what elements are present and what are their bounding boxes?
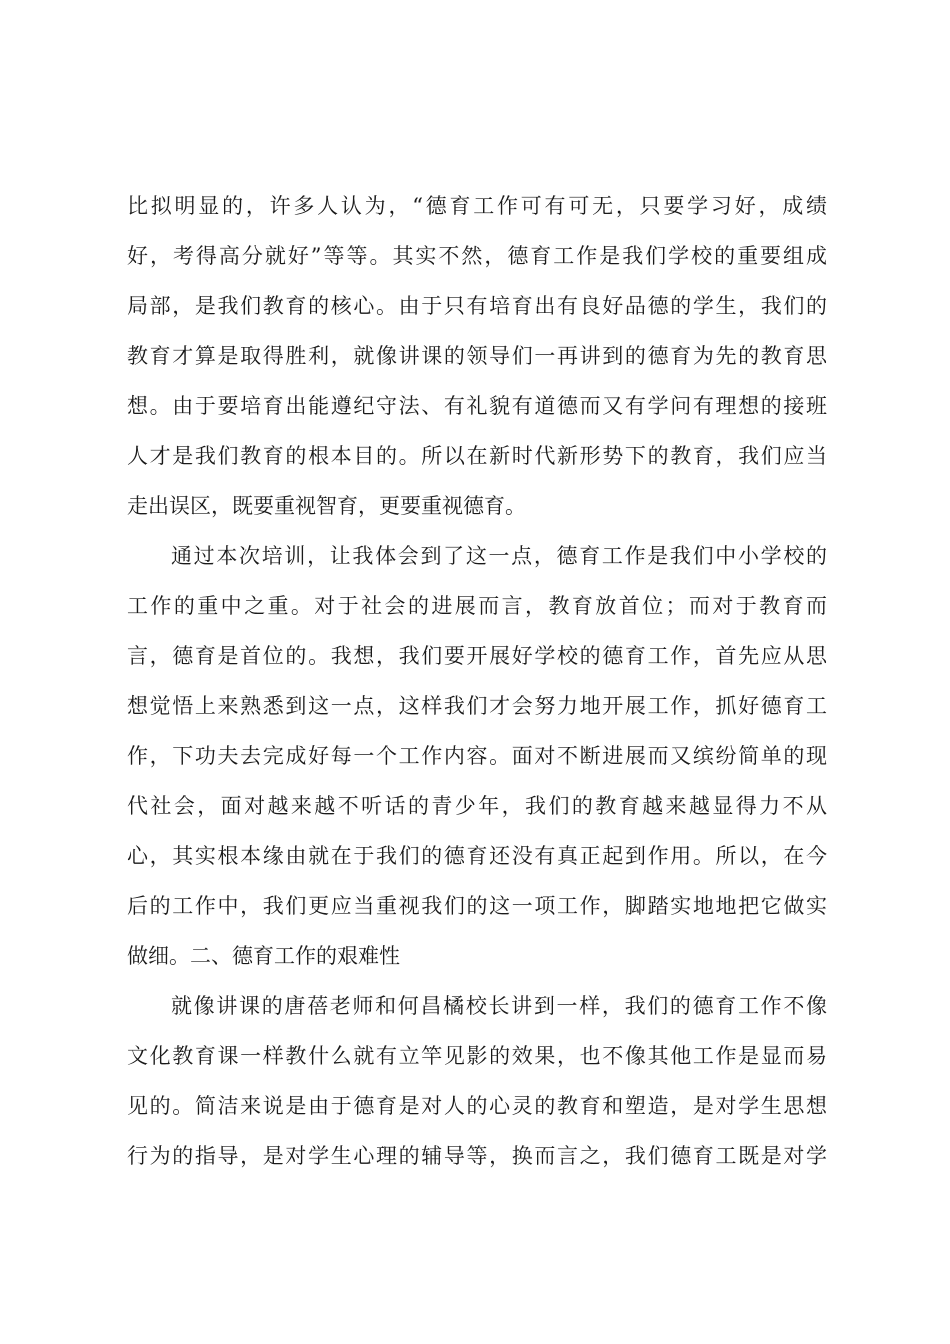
paragraph-line: 言，德育是首位的。我想，我们要开展好学校的德育工作，首先应从思 xyxy=(127,644,827,668)
paragraph-line: 文化教育课一样教什么就有立竿见影的效果，也不像其他工作是显而易 xyxy=(127,1044,827,1068)
paragraph-line: 想觉悟上来熟悉到这一点，这样我们才会努力地开展工作，抓好德育工 xyxy=(127,694,827,718)
paragraph-line: 走出误区，既要重视智育，更要重视德育。 xyxy=(127,494,526,518)
paragraph-line: 比拟明显的，许多人认为，“德育工作可有可无，只要学习好，成绩 xyxy=(127,194,827,218)
paragraph-line: 做细。二、德育工作的艰难性 xyxy=(127,944,400,968)
paragraph-line: 行为的指导，是对学生心理的辅导等，换而言之，我们德育工既是对学 xyxy=(127,1144,827,1168)
paragraph-line: 人才是我们教育的根本目的。所以在新时代新形势下的教育，我们应当 xyxy=(127,444,827,468)
paragraph-line: 心，其实根本缘由就在于我们的德育还没有真正起到作用。所以，在今 xyxy=(127,844,827,868)
paragraph-line: 想。由于要培育出能遵纪守法、有礼貌有道德而又有学问有理想的接班 xyxy=(127,394,827,418)
paragraph-line: 局部，是我们教育的核心。由于只有培育出有良好品德的学生，我们的 xyxy=(127,294,827,318)
paragraph-line: 后的工作中，我们更应当重视我们的这一项工作，脚踏实地地把它做实 xyxy=(127,894,827,918)
paragraph-line: 教育才算是取得胜利，就像讲课的领导们一再讲到的德育为先的教育思 xyxy=(127,344,827,368)
paragraph-line: 代社会，面对越来越不听话的青少年，我们的教育越来越显得力不从 xyxy=(127,794,827,818)
paragraph-line: 作，下功夫去完成好每一个工作内容。面对不断进展而又缤纷简单的现 xyxy=(127,744,827,768)
paragraph-line: 好，考得高分就好”等等。其实不然，德育工作是我们学校的重要组成 xyxy=(127,244,827,268)
paragraph-line: 就像讲课的唐蓓老师和何昌橘校长讲到一样，我们的德育工作不像 xyxy=(171,994,827,1018)
paragraph-line: 工作的重中之重。对于社会的进展而言，教育放首位；而对于教育而 xyxy=(127,594,827,618)
paragraph-line: 见的。简洁来说是由于德育是对人的心灵的教育和塑造，是对学生思想 xyxy=(127,1094,827,1118)
paragraph-line: 通过本次培训，让我体会到了这一点，德育工作是我们中小学校的 xyxy=(171,544,827,568)
